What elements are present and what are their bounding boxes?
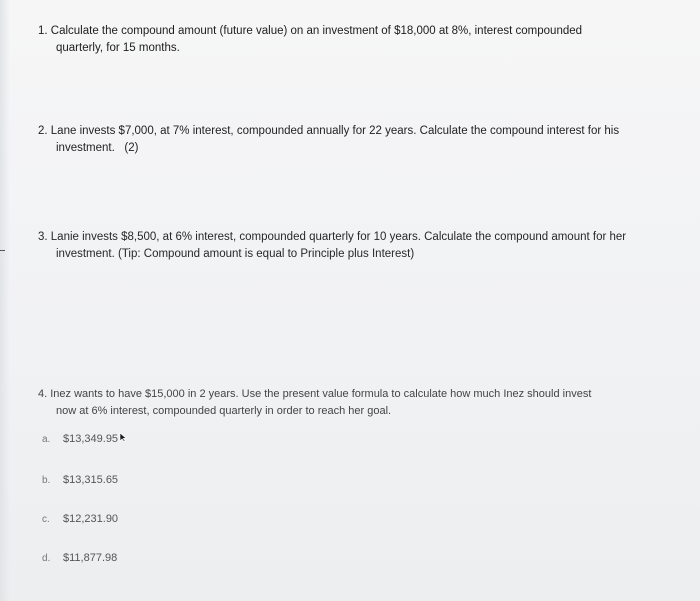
question-1-line-2: quarterly, for 15 months. xyxy=(56,42,180,54)
question-3-line-1: 3. Lanie invests $8,500, at 6% interest, compounded quarterly for 10 years. Calculate the compound amount for her xyxy=(38,231,627,243)
question-4-line-1: 4. Inez wants to have $15,000 in 2 years. Use the present value formula to calculate how much Inez should invest xyxy=(38,388,592,400)
question-1-line-1: 1. Calculate the compound amount (future value) on an investment of $18,000 at 8%, interest compounded xyxy=(38,25,583,37)
option-value: $11,877.98 xyxy=(63,552,118,564)
question-2-line-1: 2. Lane invests $7,000, at 7% interest, compounded annually for 22 years. Calculate the compound interest for his xyxy=(38,125,620,137)
question-3-line-2: investment. (Tip: Compound amount is equal to Principle plus Interest) xyxy=(56,248,415,260)
question-4 xyxy=(38,386,678,420)
question-1 xyxy=(38,23,678,57)
option-letter: a. xyxy=(42,434,51,445)
question-3 xyxy=(38,229,678,263)
option-value: $13,315.65 xyxy=(63,474,119,486)
answer-option-c[interactable] xyxy=(42,513,118,525)
question-2-line-2: investment. (2) xyxy=(56,142,139,154)
question-2 xyxy=(38,123,678,157)
question-4-line-2: now at 6% interest, compounded quarterly in order to reach her goal. xyxy=(56,405,392,417)
option-letter: c. xyxy=(42,514,50,525)
option-value: $13,349.95 xyxy=(63,433,119,445)
option-letter: b. xyxy=(42,475,51,486)
page-left-edge xyxy=(0,0,10,601)
answer-option-b[interactable] xyxy=(42,474,118,486)
answer-option-a[interactable] xyxy=(42,433,127,445)
option-letter: d. xyxy=(42,553,51,564)
mouse-pointer-icon xyxy=(119,432,127,445)
option-value: $12,231.90 xyxy=(63,513,119,525)
edge-mark xyxy=(0,250,5,251)
answer-option-d[interactable] xyxy=(42,552,117,564)
